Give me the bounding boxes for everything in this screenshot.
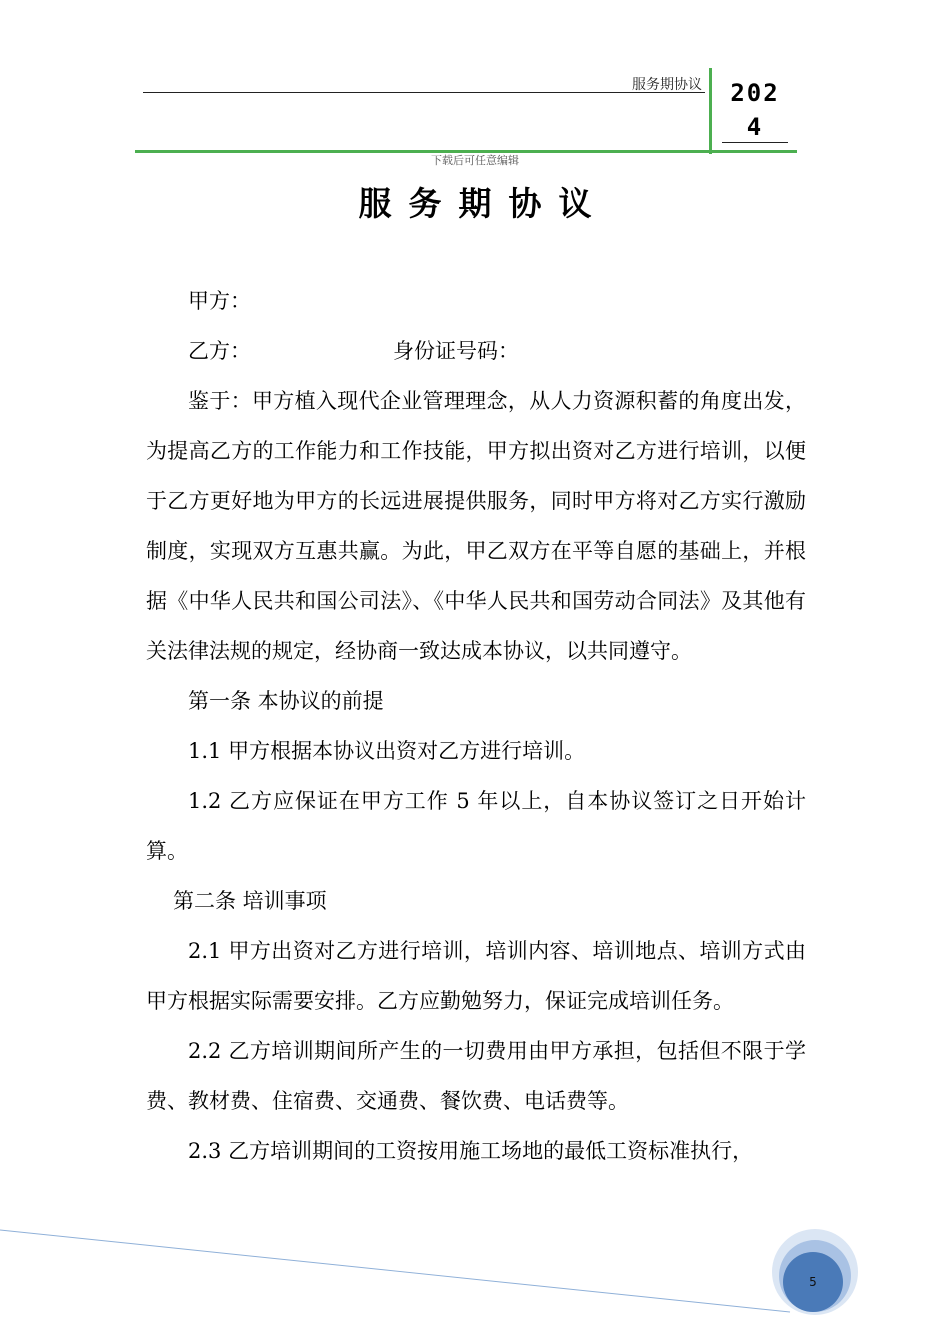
document-body: [146, 276, 806, 1176]
header-year-line1: 202: [730, 79, 780, 107]
id-number-label: 身份证号码：: [393, 339, 519, 363]
clause-2-1: 2.1 甲方出资对乙方进行培训，培训内容、培训地点、培训方式由甲方根据实际需要安排。乙方应勤勉努力，保证完成培训任务。: [146, 939, 806, 1013]
footer-rule: [0, 1230, 790, 1312]
clause-1-2: 1.2 乙方应保证在甲方工作 5 年以上，自本协议签订之日开始计算。: [146, 789, 806, 863]
header-title: 服务期协议: [632, 77, 702, 93]
party-b-label: 乙方：: [188, 339, 251, 363]
page-number: 5: [809, 1275, 817, 1289]
party-a-line: [146, 276, 806, 326]
article-1-heading: 第一条 本协议的前提: [188, 689, 384, 713]
header-year: [720, 76, 790, 144]
party-a-label: 甲方：: [188, 289, 251, 313]
header-year-line2: 4: [746, 113, 764, 141]
watermark-text: 下载后可任意编辑: [431, 154, 519, 167]
party-b-line: [146, 326, 806, 376]
header-divider: [709, 68, 712, 154]
header-year-rule: [722, 142, 788, 143]
clause-2-3: 2.3 乙方培训期间的工资按用施工场地的最低工资标准执行，: [188, 1139, 754, 1163]
article-2-heading: 第二条 培训事项: [173, 889, 327, 913]
preamble-paragraph: 鉴于：甲方植入现代企业管理理念，从人力资源积蓄的角度出发，为提高乙方的工作能力和工作技能，甲方拟出资对乙方进行培训，以便于乙方更好地为甲方的长远进展提供服务，同时甲方将对乙方实行激励制度，实现双方互惠共赢。为此，甲乙双方在平等自愿的基础上，并根据《中华人民共和国公司法》、《中华人民共和国劳动合同法》及其他有关法律法规的规定，经协商一致达成本协议，以共同遵守。: [146, 389, 806, 663]
document-title: 服务期协议: [358, 184, 609, 223]
clause-1-1: 1.1 甲方根据本协议出资对乙方进行培训。: [188, 739, 586, 763]
clause-2-2: 2.2 乙方培训期间所产生的一切费用由甲方承担，包括但不限于学费、教材费、住宿费、交通费、餐饮费、电话费等。: [146, 1039, 806, 1113]
